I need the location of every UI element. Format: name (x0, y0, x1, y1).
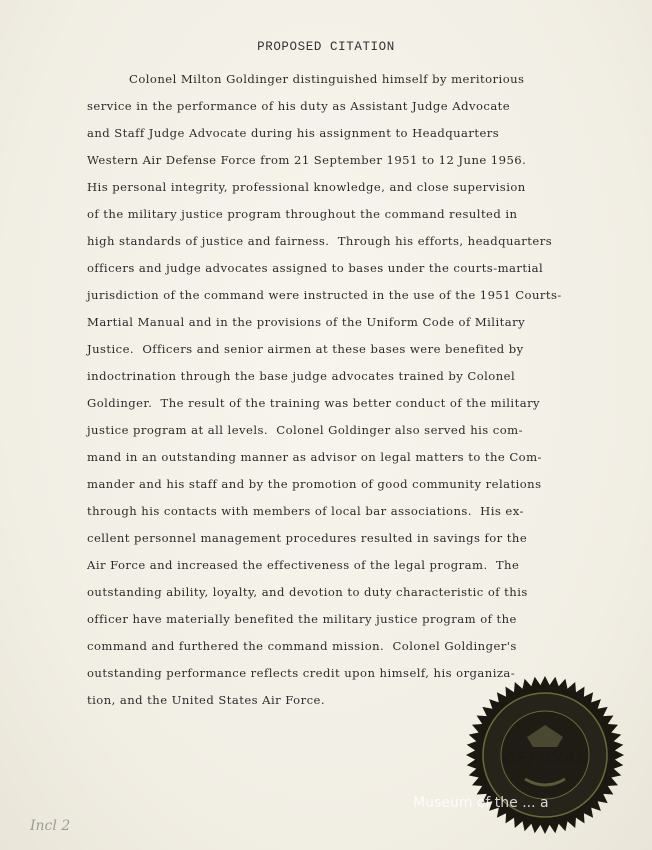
citation-line: mand in an outstanding manner as advisor on legal matters to the Com- (87, 450, 542, 464)
citation-line: of the military justice program throughout the command resulted in (87, 207, 518, 221)
seal-label: OFFICIAL (502, 749, 588, 767)
citation-line: Goldinger. The result of the training was better conduct of the military (87, 396, 541, 410)
citation-line: mander and his staff and by the promotion of good community relations (87, 477, 542, 491)
citation-line: justice program at all levels. Colonel Goldinger also served his com- (87, 423, 523, 437)
citation-line: Colonel Milton Goldinger distinguished himself by meritorious (129, 72, 525, 86)
citation-line: indoctrination through the base judge advocates trained by Colonel (87, 369, 516, 383)
citation-line: service in the performance of his duty as Assistant Judge Advocate (87, 99, 511, 113)
citation-line: outstanding performance reflects credit upon himself, his organiza- (87, 666, 516, 680)
citation-line: His personal integrity, professional knowledge, and close supervision (87, 180, 526, 194)
citation-body (87, 66, 607, 714)
museum-watermark: Museum of the ... a (413, 795, 549, 811)
handwritten-note: Incl 2 (30, 818, 71, 834)
citation-line: through his contacts with members of local bar associations. His ex- (87, 504, 524, 518)
citation-line: jurisdiction of the command were instructed in the use of the 1951 Courts- (87, 288, 562, 302)
citation-line: Martial Manual and in the provisions of the Uniform Code of Military (87, 315, 526, 329)
citation-line: Justice. Officers and senior airmen at these bases were benefited by (87, 342, 524, 356)
citation-line: officers and judge advocates assigned to bases under the courts-martial (87, 261, 544, 275)
citation-line: outstanding ability, loyalty, and devotion to duty characteristic of this (87, 585, 528, 599)
citation-line: tion, and the United States Air Force. (87, 693, 325, 707)
citation-line: Western Air Defense Force from 21 September 1951 to 12 June 1956. (87, 153, 527, 167)
citation-line: high standards of justice and fairness. Through his efforts, headquarters (87, 234, 553, 248)
official-seal (465, 675, 625, 835)
citation-line: and Staff Judge Advocate during his assignment to Headquarters (87, 126, 500, 140)
citation-line: cellent personnel management procedures resulted in savings for the (87, 531, 528, 545)
citation-line: officer have materially benefited the military justice program of the (87, 612, 517, 626)
citation-line: Air Force and increased the effectiveness of the legal program. The (87, 558, 520, 572)
citation-line: command and furthered the command mission. Colonel Goldinger's (87, 639, 517, 653)
document-title: PROPOSED CITATION (257, 40, 395, 54)
